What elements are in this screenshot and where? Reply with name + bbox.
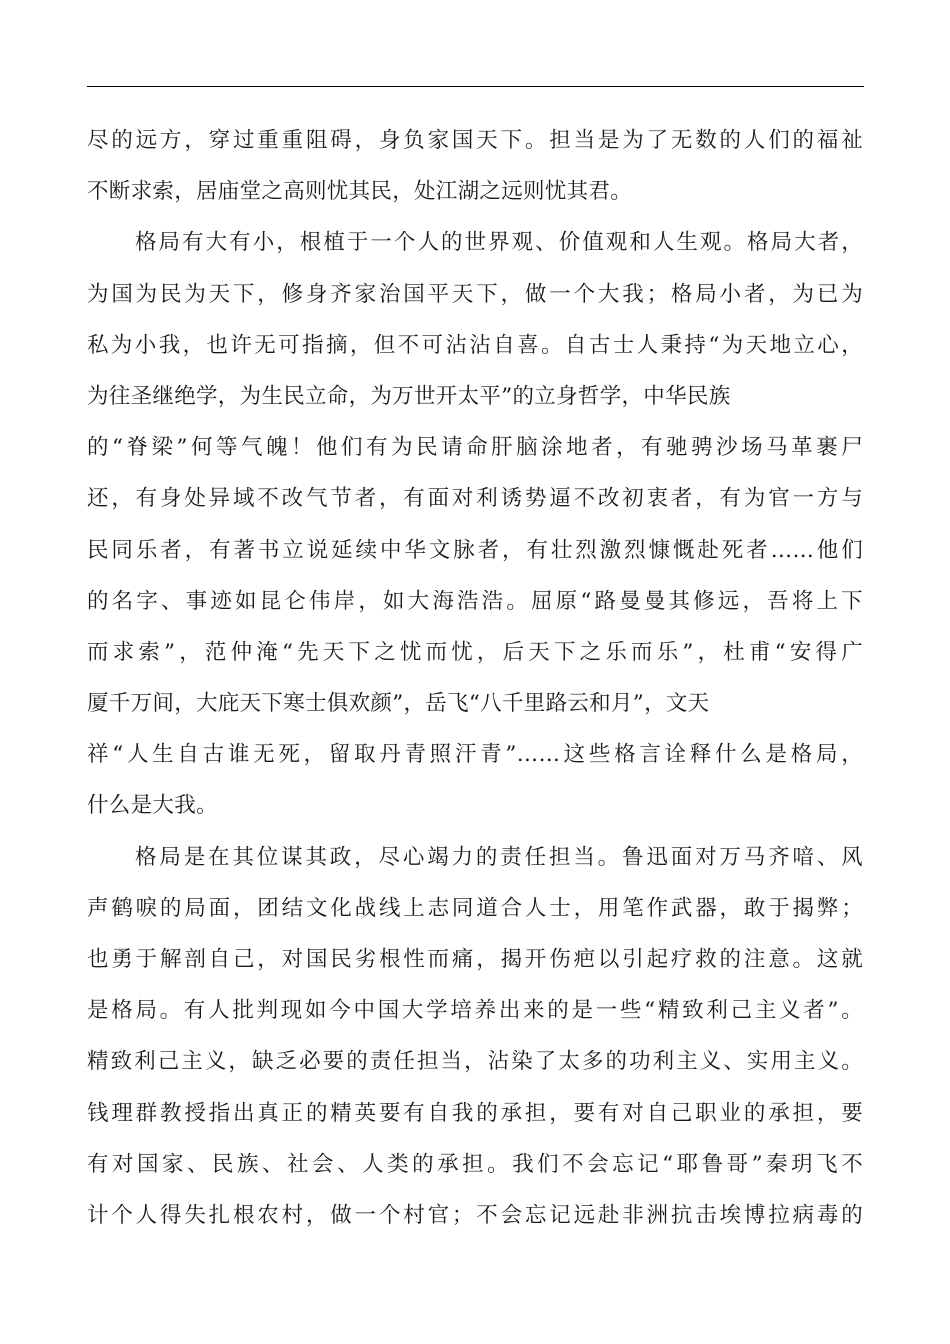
text-line: 厦千万间，大庇天下寒士俱欢颜”，岳飞“八千里路云和月”，文天 [87,691,710,717]
text-line: 祥“人生自古谁无死，留取丹青照汗青”……这些格言诠释什么是格局， [87,742,863,768]
text-line: 精致利己主义，缺乏必要的责任担当，沾染了太多的功利主义、实用主义。 [87,1049,863,1075]
text-line: 钱理群教授指出真正的精英要有自我的承担，要有对自己职业的承担，要 [87,1100,863,1126]
text-line: 有对国家、民族、社会、人类的承担。我们不会忘记“耶鲁哥”秦玥飞不 [87,1151,863,1177]
text-line: 不断求索，居庙堂之高则忧其民，处江湖之远则忧其君。 [87,179,633,205]
text-line: 声鹤唳的局面，团结文化战线上志同道合人士，用笔作武器，敢于揭弊； [87,895,863,921]
header-rule [87,86,864,87]
text-line: 什么是大我。 [87,793,218,819]
text-line: 为国为民为天下，修身齐家治国平天下，做一个大我；格局小者，为已为 [87,281,863,307]
text-line: 民同乐者，有著书立说延续中华文脉者，有壮烈激烈慷慨赴死者……他们 [87,537,863,563]
document-body [87,115,863,1241]
text-line: 尽的远方，穿过重重阻碍，身负家国天下。担当是为了无数的人们的福祉 [87,128,863,153]
text-line: 的“脊梁”何等气魄！他们有为民请命肝脑涂地者，有驰骋沙场马革裹尸 [87,435,863,461]
text-line: 私为小我，也许无可指摘，但不可沾沾自喜。自古士人秉持“为天地立心， [87,332,863,358]
text-line: 而求索”，范仲淹“先天下之忧而忧，后天下之乐而乐”，杜甫“安得广 [87,639,863,665]
paragraph-start-line: 格局是在其位谋其政，尽心竭力的责任担当。鲁迅面对万马齐喑、风 [135,844,863,870]
text-line: 也勇于解剖自己，对国民劣根性而痛，揭开伤疤以引起疗救的注意。这就 [87,947,863,972]
paragraph-start-line: 格局有大有小，根植于一个人的世界观、价值观和人生观。格局大者， [135,230,863,256]
text-line: 计个人得失扎根农村，做一个村官；不会忘记远赴非洲抗击埃博拉病毒的 [87,1202,863,1228]
text-line: 的名字、事迹如昆仑伟岸，如大海浩浩。屈原“路曼曼其修远，吾将上下 [87,588,863,614]
text-line: 是格局。有人批判现如今中国大学培养出来的是一些“精致利己主义者”。 [87,998,863,1024]
text-line: 为往圣继绝学，为生民立命，为万世开太平”的立身哲学，中华民族 [87,383,731,409]
text-line: 还，有身处异域不改气节者，有面对利诱势逼不改初衷者，有为官一方与 [87,486,863,512]
